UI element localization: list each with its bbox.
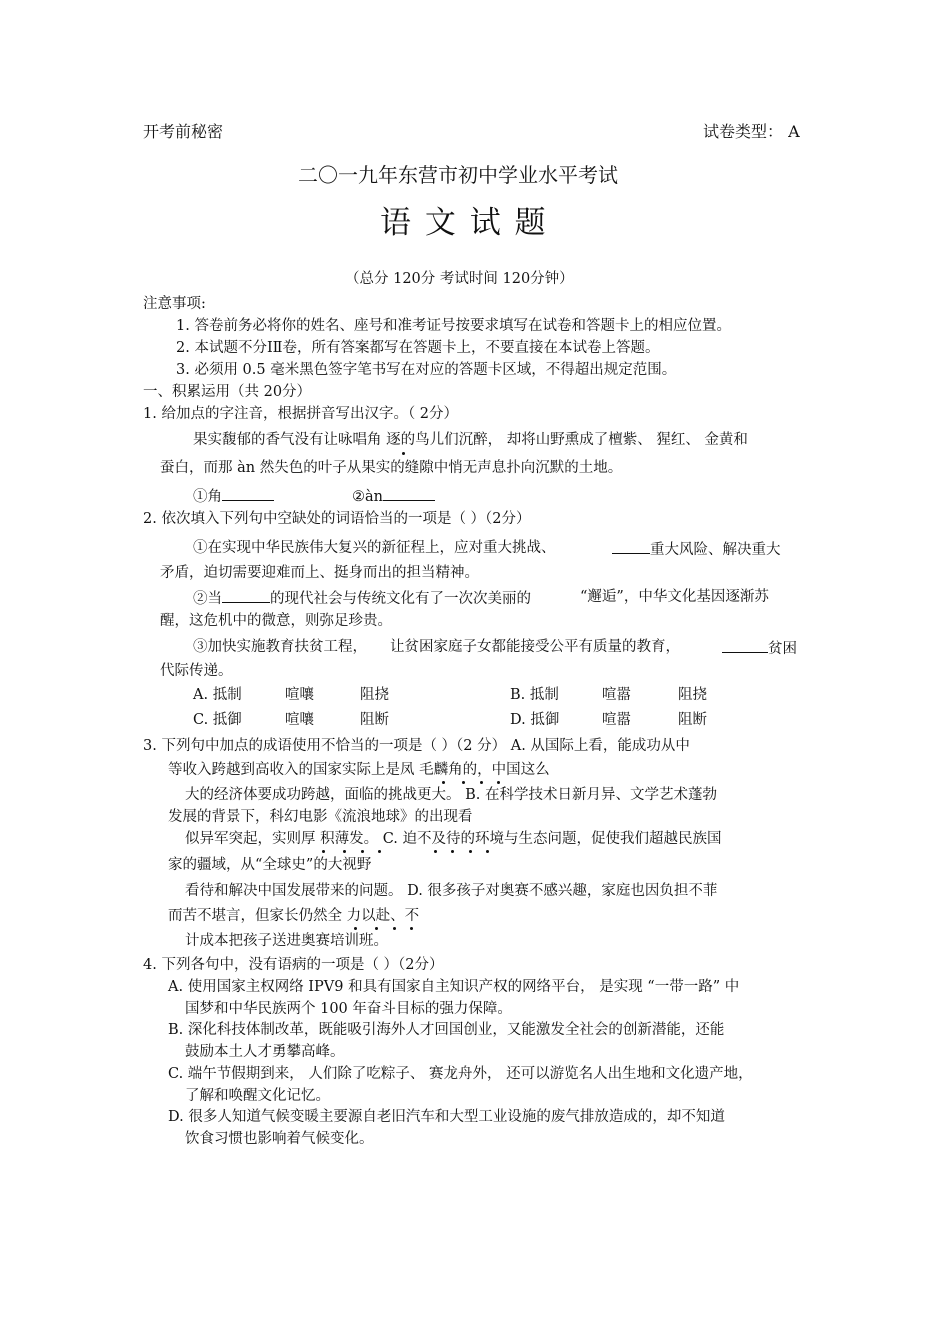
emphasis-dot — [375, 927, 378, 930]
option-b: 喧嚣 — [602, 687, 631, 703]
question-3-line: 3. 下列句中加点的成语使用不恰当的一项是（ ）（2 分） A. 从国际上看，能成功从中 — [143, 738, 690, 754]
option-c: 喧嚷 — [285, 712, 314, 728]
question-4-option-b: B. 深化科技体制改革，既能吸引海外人才回国创业，又能激发全社会的创新潜能，还能 — [168, 1022, 725, 1038]
question-4-option-a: A. 使用国家主权网络 IPV9 和具有国家自主知识产权的网络平台， 是实现 “一带一路” 中 — [168, 979, 740, 995]
emphasis-dot — [322, 850, 325, 853]
question-2-sentence: 贫困 — [722, 640, 797, 657]
option-d: D. 抵御 — [510, 712, 560, 728]
option-a: A. 抵制 — [193, 687, 242, 703]
question-2-sentence: ①在实现中华民族伟大复兴的新征程上，应对重大挑战、 — [193, 540, 556, 556]
emphasis-dot — [469, 850, 472, 853]
option-b: B. 抵制 — [510, 687, 559, 703]
emphasis-dot — [497, 781, 500, 784]
question-3-line: 发展的背景下，科幻电影《流浪地球》的出现看 — [168, 809, 473, 825]
question-3-line: 计成本把孩子送进奥赛培训班。 — [185, 933, 388, 949]
question-4-option-c: 了解和唤醒文化记忆。 — [185, 1088, 330, 1104]
confidential-label: 开考前秘密 — [143, 122, 224, 141]
question-4-option-b: 鼓励本土人才勇攀高峰。 — [185, 1044, 345, 1060]
question-1-passage: 果实馥郁的香气没有让咏唱角 逐的鸟儿们沉醉， 却将山野熏成了檀紫、 猩红、 金黄和 — [193, 432, 748, 448]
question-2-sentence: 让贫困家庭子女都能接受公平有质量的教育， — [390, 639, 680, 655]
emphasis-dot — [486, 850, 489, 853]
option-c: 阻断 — [360, 712, 389, 728]
option-c: C. 抵御 — [193, 712, 242, 728]
question-2-sentence: ③加快实施教育扶贫工程， — [193, 639, 367, 655]
question-3-line: 看待和解决中国发展带来的问题。 D. 很多孩子对奥赛不感兴趣，家庭也因负担不菲 — [185, 883, 718, 899]
question-4-option-a: 国梦和中华民族两个 100 年奋斗目标的强力保障。 — [185, 1001, 512, 1017]
notes-heading: 注意事项: — [143, 296, 206, 312]
emphasis-dot — [410, 927, 413, 930]
exam-meta: （总分 120分 考试时间 120分钟） — [345, 271, 574, 287]
section-heading: 一、积累运用（共 20分） — [143, 384, 312, 400]
emphasis-dot — [402, 452, 405, 455]
note-item: 2. 本试题不分ⅠⅡ卷，所有答案都写在答题卡上，不要直接在本试卷上答题。 — [176, 340, 660, 356]
subject-title: 语 文 试 题 — [380, 205, 548, 241]
question-3-line: 似异军突起，实则厚 积薄发。 C. 迫不及待的环境与生态问题，促使我们超越民族国 — [185, 831, 722, 847]
question-3-line: 等收入跨越到高收入的国家实际上是凤 毛麟角的，中国这么 — [168, 762, 550, 778]
question-1-passage: 蚕白，而那 àn 然失色的叶子从果实的缝隙中悄无声息扑向沉默的土地。 — [160, 460, 623, 476]
option-d: 阻断 — [678, 712, 707, 728]
question-2-sentence: 醒，这危机中的微意，则弥足珍贵。 — [160, 613, 392, 629]
answer-blank-2: ②àn — [352, 488, 435, 505]
question-3-line: 大的经济体要成功跨越，面临的挑战更大。 B. 在科学技术日新月异、文学艺术蓬勃 — [185, 787, 717, 803]
option-b: 阻挠 — [678, 687, 707, 703]
emphasis-dot — [434, 850, 437, 853]
question-3-line: 家的疆域，从“全球史”的大视野 — [168, 857, 372, 873]
option-d: 喧嚣 — [602, 712, 631, 728]
emphasis-dot — [361, 850, 364, 853]
question-2-sentence: “邂逅”，中华文化基因逐渐苏 — [580, 589, 769, 605]
emphasis-dot — [480, 781, 483, 784]
question-1-stem: 1. 给加点的字注音，根据拼音写出汉字。（ 2分） — [143, 406, 459, 422]
question-2-stem: 2. 依次填入下列句中空缺处的词语恰当的一项是（ ）（2分） — [143, 511, 531, 527]
option-a: 喧嚷 — [285, 687, 314, 703]
note-item: 3. 必须用 0.5 毫米黑色签字笔书写在对应的答题卡区域，不得超出规定范围。 — [176, 362, 677, 378]
note-item: 1. 答卷前务必将你的姓名、座号和准考证号按要求填写在试卷和答题卡上的相应位置。 — [176, 318, 731, 334]
emphasis-dot — [451, 850, 454, 853]
emphasis-dot — [378, 850, 381, 853]
exam-title: 二〇一九年东营市初中学业水平考试 — [298, 163, 618, 187]
emphasis-dot — [442, 781, 445, 784]
question-2-sentence: 代际传递。 — [160, 663, 233, 679]
question-2-sentence: 重大风险、解决重大 — [612, 541, 781, 558]
emphasis-dot — [393, 927, 396, 930]
option-a: 阻挠 — [360, 687, 389, 703]
emphasis-dot — [462, 781, 465, 784]
emphasis-dot — [354, 927, 357, 930]
question-2-sentence: 矛盾，迫切需要迎难而上、挺身而出的担当精神。 — [160, 565, 479, 581]
answer-blank-1: ①角 — [193, 488, 274, 505]
paper-type-label: 试卷类型： A — [703, 122, 800, 141]
question-4-stem: 4. 下列各句中，没有语病的一项是（ ）（2分） — [143, 957, 444, 973]
question-2-sentence: ②当 的现代社会与传统文化有了一次次美丽的 — [193, 591, 531, 607]
question-4-option-d: 饮食习惯也影响着气候变化。 — [185, 1131, 374, 1147]
question-4-option-d: D. 很多人知道气候变暖主要源自老旧汽车和大型工业设施的废气排放造成的，却不知道 — [168, 1109, 725, 1125]
question-4-option-c: C. 端午节假期到来， 人们除了吃粽子、 赛龙舟外， 还可以游览名人出生地和文化遗产地， — [168, 1066, 753, 1082]
emphasis-dot — [343, 850, 346, 853]
question-3-line: 而苦不堪言，但家长仍然全 力以赴、不 — [168, 908, 420, 924]
